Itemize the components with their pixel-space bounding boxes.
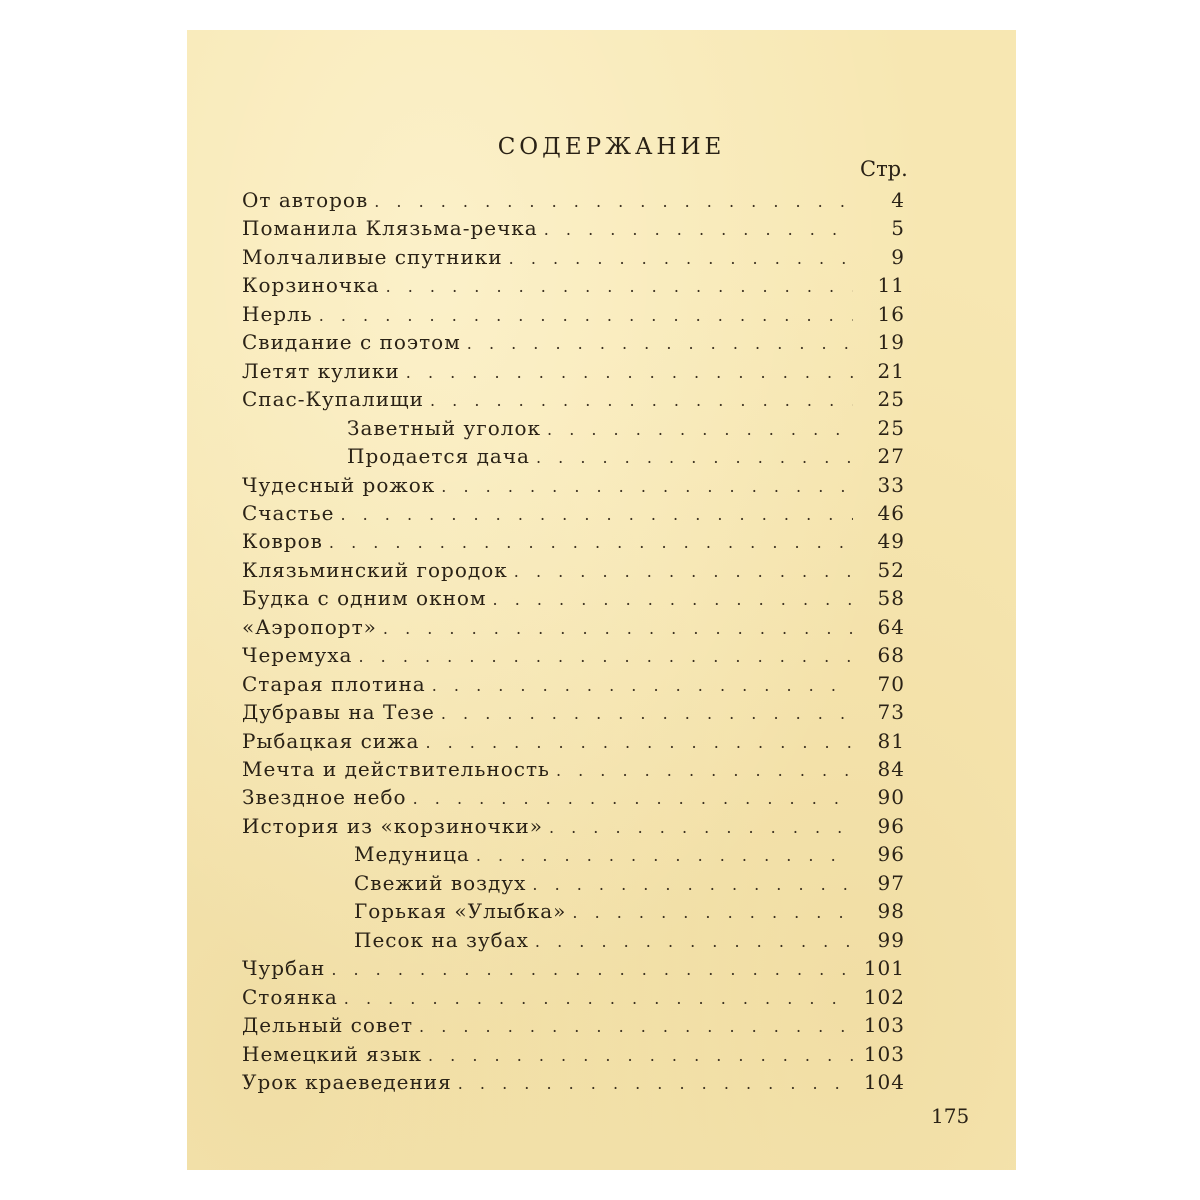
toc-entry bbox=[242, 1040, 905, 1068]
toc-entry-page: 99 bbox=[877, 928, 905, 952]
dot-leader bbox=[432, 672, 853, 700]
toc-entry bbox=[242, 641, 905, 669]
toc-entry-title: Свежий воздух bbox=[354, 871, 527, 895]
dot-leader bbox=[547, 416, 853, 444]
toc-entry-page: 33 bbox=[877, 473, 905, 497]
toc-entry-title: Поманила Клязьма-речка bbox=[242, 216, 538, 240]
toc-entry bbox=[242, 471, 905, 499]
dot-leader bbox=[536, 444, 853, 472]
toc-entry bbox=[354, 840, 905, 868]
toc-entry-title: Счастье bbox=[242, 501, 335, 525]
toc-entry-page: 5 bbox=[891, 216, 905, 240]
toc-entry bbox=[242, 954, 905, 982]
toc-entry-page: 46 bbox=[877, 501, 905, 525]
toc-entry-title: Заветный уголок bbox=[347, 416, 542, 440]
toc-entry-title: Будка с одним окном bbox=[242, 586, 487, 610]
dot-leader bbox=[374, 188, 853, 216]
toc-entry-page: 103 bbox=[863, 1042, 905, 1066]
toc-entry-title: Урок краеведения bbox=[242, 1070, 452, 1094]
toc-entry bbox=[242, 243, 905, 271]
dot-leader bbox=[430, 387, 853, 415]
dot-leader bbox=[544, 216, 853, 244]
toc-entry bbox=[242, 271, 905, 299]
toc-entry-title: Рыбацкая сижа bbox=[242, 729, 420, 753]
dot-leader bbox=[441, 473, 853, 501]
toc-entry-title: Медуница bbox=[354, 842, 470, 866]
toc-entry-title: Клязьминский городок bbox=[242, 558, 508, 582]
toc-entry bbox=[354, 897, 905, 925]
toc-entry-page: 25 bbox=[877, 387, 905, 411]
dot-leader bbox=[535, 928, 853, 956]
toc-entry bbox=[347, 414, 905, 442]
dot-leader bbox=[493, 586, 853, 614]
toc-entry-page: 104 bbox=[863, 1070, 905, 1094]
dot-leader bbox=[340, 501, 853, 529]
toc-entry-page: 52 bbox=[877, 558, 905, 582]
toc-entry-page: 25 bbox=[877, 416, 905, 440]
toc-entry-title: Черемуха bbox=[242, 643, 353, 667]
toc-entry-title: Мечта и действительность bbox=[242, 757, 550, 781]
toc-entry-title: Нерль bbox=[242, 302, 313, 326]
toc-entry bbox=[242, 499, 905, 527]
toc-entry-page: 101 bbox=[863, 956, 905, 980]
toc-entry-page: 21 bbox=[877, 359, 905, 383]
dot-leader bbox=[413, 785, 853, 813]
toc-entry bbox=[242, 584, 905, 612]
toc-entry-title: Ковров bbox=[242, 529, 323, 553]
dot-leader bbox=[458, 1070, 853, 1098]
dot-leader bbox=[441, 700, 853, 728]
toc-entry bbox=[242, 698, 905, 726]
dot-leader bbox=[331, 956, 853, 984]
dot-leader bbox=[319, 302, 853, 330]
dot-leader bbox=[425, 729, 853, 757]
toc-entry-page: 103 bbox=[863, 1013, 905, 1037]
toc-entry bbox=[242, 527, 905, 555]
toc-entry bbox=[242, 214, 905, 242]
dot-leader bbox=[386, 273, 853, 301]
toc-entry-page: 96 bbox=[877, 814, 905, 838]
dot-leader bbox=[383, 615, 853, 643]
toc-entry-title: История из «корзиночки» bbox=[242, 814, 543, 838]
toc-entry bbox=[242, 328, 905, 356]
toc-entry-title: Чудесный рожок bbox=[242, 473, 436, 497]
toc-entry bbox=[242, 983, 905, 1011]
toc-entry-page: 73 bbox=[877, 700, 905, 724]
toc-entry-page: 96 bbox=[877, 842, 905, 866]
toc-entry bbox=[242, 385, 905, 413]
toc-entry bbox=[242, 783, 905, 811]
toc-entry bbox=[242, 1011, 905, 1039]
toc-entry-title: Спас-Купалищи bbox=[242, 387, 424, 411]
toc-entry bbox=[354, 869, 905, 897]
toc-entry-title: Горькая «Улыбка» bbox=[354, 899, 567, 923]
dot-leader bbox=[467, 330, 853, 358]
toc-entry-title: Летят кулики bbox=[242, 359, 400, 383]
toc-entry-page: 84 bbox=[877, 757, 905, 781]
toc-entry bbox=[242, 300, 905, 328]
toc-entry bbox=[242, 357, 905, 385]
toc-entry-page: 27 bbox=[877, 444, 905, 468]
toc-entry-title: Звездное небо bbox=[242, 785, 407, 809]
toc-entry bbox=[347, 442, 905, 470]
toc-entry-title: Старая плотина bbox=[242, 672, 426, 696]
toc-entry bbox=[242, 613, 905, 641]
dot-leader bbox=[329, 529, 853, 557]
dot-leader bbox=[406, 359, 853, 387]
toc-entry-page: 98 bbox=[877, 899, 905, 923]
dot-leader bbox=[509, 245, 853, 273]
toc-entry-page: 70 bbox=[877, 672, 905, 696]
toc-entry bbox=[354, 926, 905, 954]
toc-entry-page: 68 bbox=[877, 643, 905, 667]
toc-entry bbox=[242, 186, 905, 214]
toc-entry-page: 58 bbox=[877, 586, 905, 610]
toc-entry-page: 64 bbox=[877, 615, 905, 639]
toc-entry bbox=[242, 727, 905, 755]
dot-leader bbox=[556, 757, 853, 785]
toc-entry-page: 9 bbox=[891, 245, 905, 269]
dot-leader bbox=[344, 985, 853, 1013]
toc-entry bbox=[242, 812, 905, 840]
toc-entry-title: Чурбан bbox=[242, 956, 326, 980]
toc-entry-page: 49 bbox=[877, 529, 905, 553]
toc-entry-title: «Аэропорт» bbox=[242, 615, 377, 639]
dot-leader bbox=[532, 871, 853, 899]
toc-entry-title: Продается дача bbox=[347, 444, 530, 468]
toc-entry-page: 4 bbox=[891, 188, 905, 212]
dot-leader bbox=[572, 899, 853, 927]
toc-entry-title: Песок на зубах bbox=[354, 928, 529, 952]
contents-heading: СОДЕРЖАНИЕ bbox=[497, 134, 726, 160]
toc-entry bbox=[242, 1068, 905, 1096]
page-column-label: Стр. bbox=[860, 157, 908, 181]
toc-entry-title: Молчаливые спутники bbox=[242, 245, 503, 269]
toc-entry-page: 16 bbox=[877, 302, 905, 326]
dot-leader bbox=[549, 814, 853, 842]
toc-entry-title: Немецкий язык bbox=[242, 1042, 422, 1066]
toc-entry bbox=[242, 755, 905, 783]
toc-entry bbox=[242, 556, 905, 584]
dot-leader bbox=[419, 1013, 853, 1041]
toc-entry-page: 97 bbox=[877, 871, 905, 895]
page-number: 175 bbox=[931, 1104, 970, 1128]
toc-entry-page: 102 bbox=[863, 985, 905, 1009]
toc-entry-title: От авторов bbox=[242, 188, 369, 212]
toc-entry-page: 11 bbox=[877, 273, 905, 297]
toc-entry bbox=[242, 670, 905, 698]
dot-leader bbox=[476, 842, 853, 870]
toc-entry-title: Дельный совет bbox=[242, 1013, 414, 1037]
toc-entry-page: 19 bbox=[877, 330, 905, 354]
toc-entry-title: Стоянка bbox=[242, 985, 338, 1009]
dot-leader bbox=[514, 558, 853, 586]
toc-entry-title: Дубравы на Тезе bbox=[242, 700, 435, 724]
dot-leader bbox=[358, 643, 853, 671]
toc-entry-title: Корзиночка bbox=[242, 273, 380, 297]
toc-entry-page: 81 bbox=[877, 729, 905, 753]
book-page bbox=[187, 30, 1016, 1170]
dot-leader bbox=[428, 1042, 853, 1070]
toc-entry-title: Свидание с поэтом bbox=[242, 330, 461, 354]
toc-entry-page: 90 bbox=[877, 785, 905, 809]
